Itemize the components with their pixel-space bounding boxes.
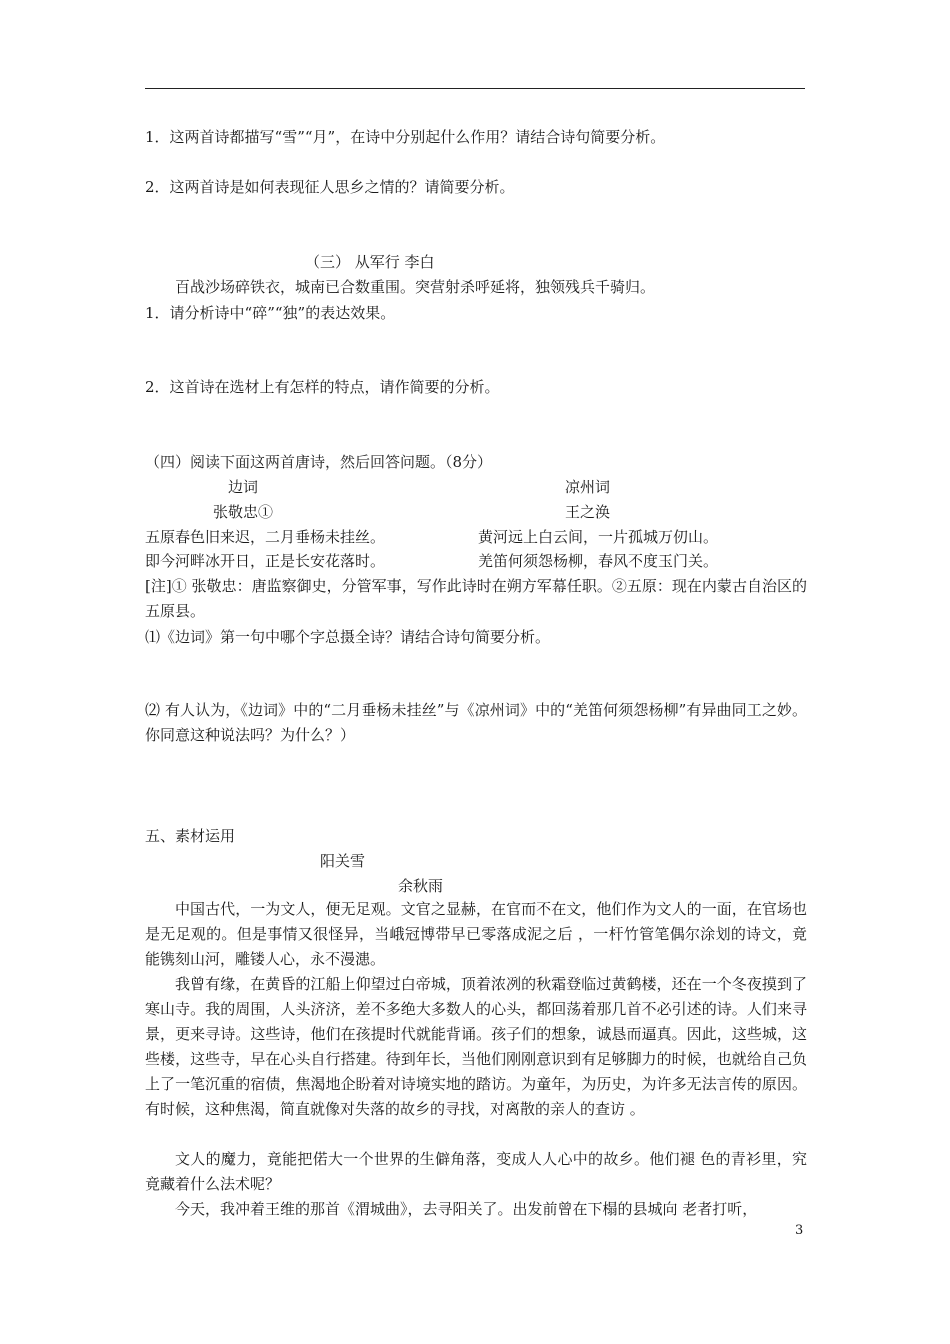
section3-title: （三） 从军行 李白 — [305, 253, 435, 271]
essay-paragraph-3: 文人的魔力，竟能把偌大一个世界的生僻角落，变成人人心中的故乡。他们褪 色的青衫里，究竟藏着什么法术呢？ — [145, 1150, 807, 1193]
section4-question-2: ⑵ 有人认为，《边词》中的“二月垂杨未挂丝”与《凉州词》中的“羌笛何须怨杨柳”有异曲同工之妙。你同意这种说法吗？为什么？） — [145, 701, 807, 744]
header-rule — [145, 88, 805, 89]
poem1-line2: 即今河畔冰开日，正是长安花落时。 — [145, 552, 386, 570]
poem2-author: 王之涣 — [565, 503, 611, 521]
section3-question-1: 1．请分析诗中“碎”“独”的表达效果。 — [145, 304, 396, 322]
poem2-title: 凉州词 — [565, 478, 611, 496]
poem2-line2: 羌笛何须怨杨柳，春风不度玉门关。 — [478, 552, 719, 570]
section4-note: [注]① 张敬忠：唐监察御史，分管军事，写作此诗时在朔方军幕任职。②五原：现在内蒙古自治区的五原县。 — [145, 577, 807, 620]
poem2-line1: 黄河远上白云间，一片孤城万仞山。 — [478, 528, 719, 546]
question-2: 2．这两首诗是如何表现征人思乡之情的？请简要分析。 — [145, 178, 515, 196]
poem1-title: 边词 — [228, 478, 259, 496]
essay-author: 余秋雨 — [398, 877, 444, 895]
poem1-author: 张敬忠① — [213, 503, 274, 521]
section5-header: 五、素材运用 — [145, 827, 236, 845]
section3-poem: 百战沙场碎铁衣，城南已合数重围。突营射杀呼延将，独领残兵千骑归。 — [175, 278, 656, 296]
essay-paragraph-1: 中国古代，一为文人，便无足观。文官之显赫，在官而不在文，他们作为文人的一面，在官场也是无足观的。但是事情又很怪异，当峨冠博带早已零落成泥之后 ，一杆竹管笔偶尔涂划的诗文，竟能镌刻山河，雕镂人心，永不漫漶。 — [145, 900, 807, 968]
essay-title: 阳关雪 — [320, 852, 366, 870]
essay-paragraph-4: 今天，我冲着王维的那首《渭城曲》，去寻阳关了。出发前曾在下榻的县城向 老者打听， — [175, 1200, 758, 1218]
poem1-line1: 五原春色旧来迟，二月垂杨未挂丝。 — [145, 528, 386, 546]
page-number: 3 — [795, 1223, 804, 1238]
section4-header: （四）阅读下面这两首唐诗，然后回答问题。（8分） — [145, 453, 493, 471]
essay-paragraph-2: 我曾有缘，在黄昏的江船上仰望过白帝城，顶着浓冽的秋霜登临过黄鹤楼，还在一个冬夜摸到了寒山寺。我的周围，人头济济，差不多绝大多数人的心头，都回荡着那几首不必引述的诗。人们来寻景，更来寻诗。这些诗，他们在孩提时代就能背诵。孩子们的想象，诚恳而逼真。因此，这些城，这些楼，这些寺，早在心头自行搭建。待到年长，当他们刚刚意识到有足够脚力的时候，也就给自己负上了一笔沉重的宿债，焦渴地企盼着对诗境实地的踏访。为童年，为历史，为许多无法言传的原因。有时候，这种焦渴，简直就像对失落的故乡的寻找，对离散的亲人的查访 。 — [145, 975, 807, 1118]
section3-question-2: 2．这首诗在选材上有怎样的特点，请作简要的分析。 — [145, 378, 500, 396]
section4-question-1: ⑴《边词》第一句中哪个字总摄全诗？请结合诗句简要分析。 — [145, 628, 551, 646]
question-1: 1．这两首诗都描写“雪”“月”，在诗中分别起什么作用？请结合诗句简要分析。 — [145, 128, 666, 146]
